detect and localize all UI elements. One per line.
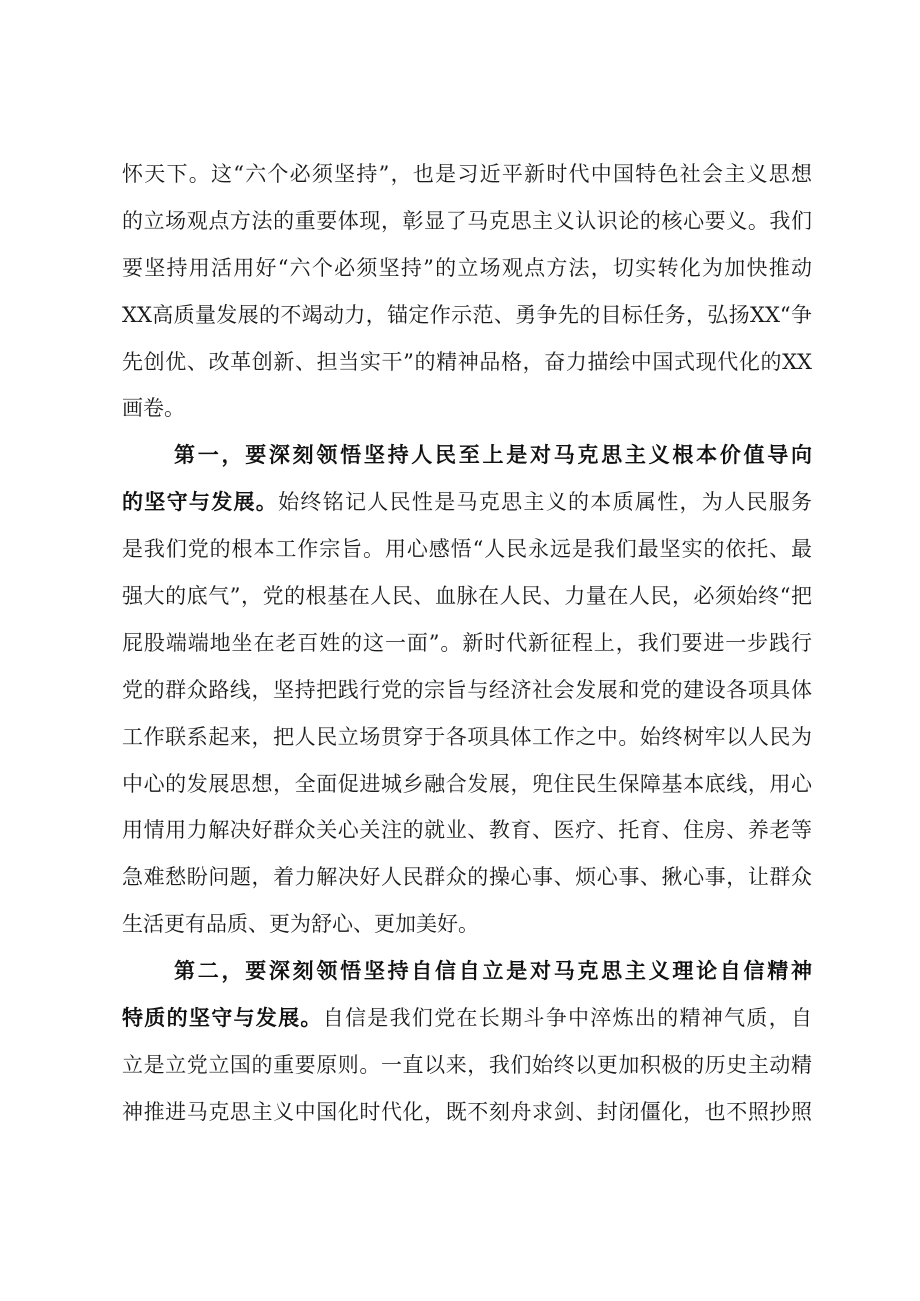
text-line (122, 995, 812, 1042)
text-line: 神推进马克思主义中国化时代化，既不刻舟求剑、封闭僵化，也不照抄照 (122, 1099, 812, 1124)
text-line: 生活更有品质、更为舒心、更加美好。 (122, 912, 479, 937)
text-line (122, 479, 812, 526)
text-span: 自信是我们党在长期斗争中淬炼出的精神气质，自 (322, 1006, 813, 1031)
section-heading-1: 第一，要深刻领悟坚持人民至上是对马克思主义根本价值导向 (174, 442, 812, 468)
text-line: 用情用力解决好群众关心关注的就业、教育、医疗、托育、住房、养老等 (122, 818, 812, 843)
text-line: 怀天下。这“六个必须坚持”，也是习近平新时代中国特色社会主义思想 (122, 162, 812, 186)
section-heading-2-continued: 特质的坚守与发展。 (122, 1005, 323, 1031)
text-line: 先创优、改革创新、担当实干”的精神品格，奋力描绘中国式现代化的XX (122, 349, 812, 374)
section-heading-1-continued: 的坚守与发展。 (122, 489, 279, 515)
text-line: XX高质量发展的不竭动力，锚定作示范、勇争先的目标任务，弘扬XX“争 (122, 302, 812, 327)
document-body (122, 151, 812, 1136)
text-line: 党的群众路线，坚持把践行党的宗旨与经济社会发展和党的建设各项具体 (122, 677, 812, 702)
text-line: 强大的底气”，党的根基在人民、血脉在人民、力量在人民，必须始终“把 (122, 584, 812, 609)
text-line: 是我们党的根本工作宗旨。用心感悟“人民永远是我们最坚实的依托、最 (122, 537, 812, 562)
text-line: 的立场观点方法的重要体现，彰显了马克思主义认识论的核心要义。我们 (122, 208, 812, 233)
text-line: 画卷。 (122, 396, 185, 421)
section-heading-2: 第二，要深刻领悟坚持自信自立是对马克思主义理论自信精神 (174, 958, 812, 984)
text-span: 始终铭记人民性是马克思主义的本质属性，为人民服务 (278, 490, 813, 515)
text-line: 中心的发展思想，全面促进城乡融合发展，兜住民生保障基本底线，用心 (122, 771, 812, 796)
text-line: 工作联系起来，把人民立场贯穿于各项具体工作之中。始终树牢以人民为 (122, 724, 812, 749)
text-line: 立是立党立国的重要原则。一直以来，我们始终以更加积极的历史主动精 (122, 1052, 812, 1077)
text-line: 要坚持用活用好“六个必须坚持”的立场观点方法，切实转化为加快推动 (122, 255, 812, 280)
text-line: 屁股端端地坐在老百姓的这一面”。新时代新征程上，我们要进一步践行 (122, 630, 812, 655)
text-line: 急难愁盼问题，着力解决好人民群众的操心事、烦心事、揪心事，让群众 (122, 865, 812, 890)
